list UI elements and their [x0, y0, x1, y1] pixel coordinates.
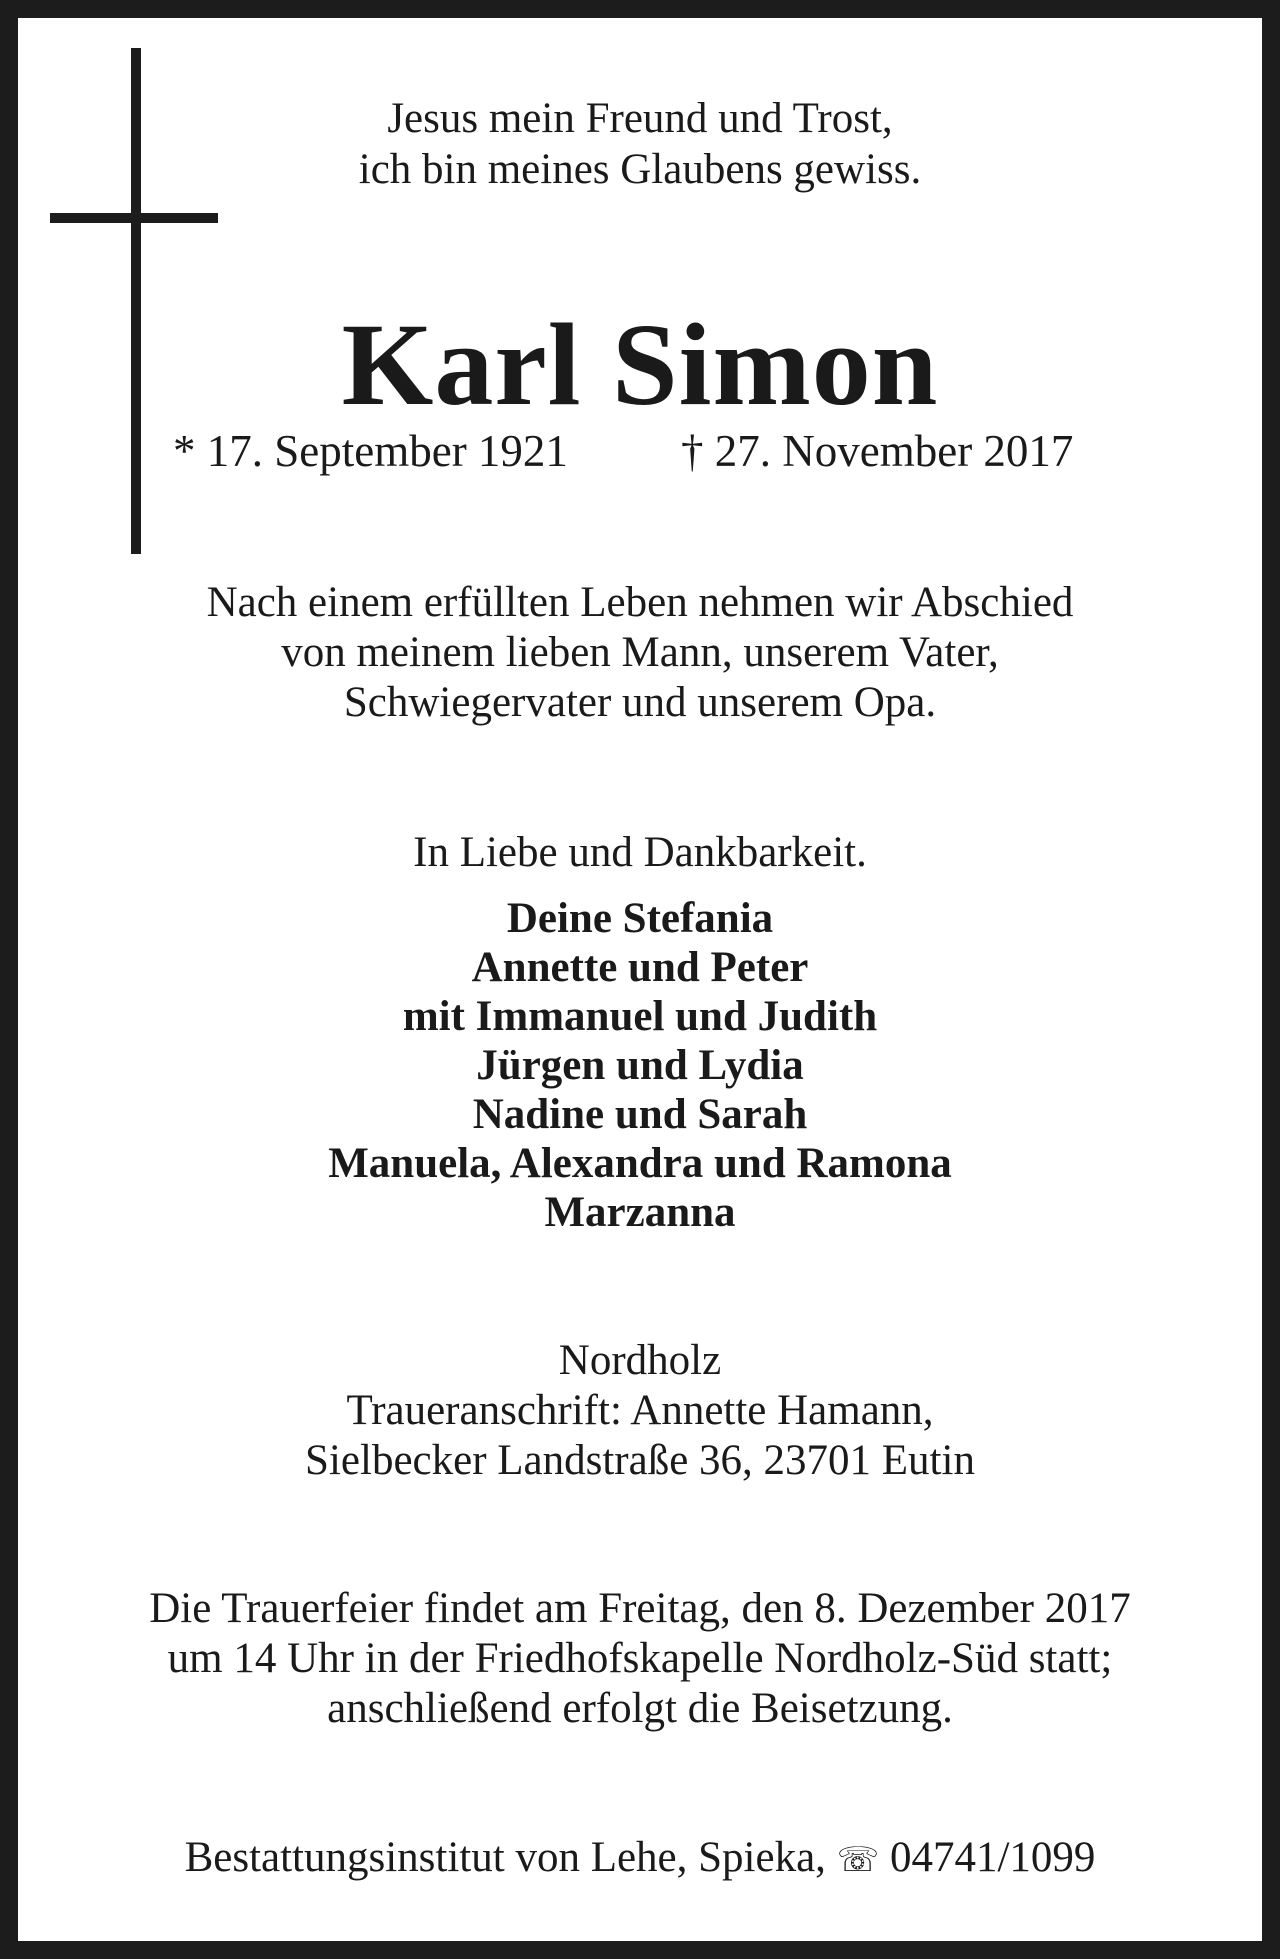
- death-date: † 27. November 2017: [681, 426, 1074, 476]
- address-line: Traueranschrift: Annette Hamann,: [346, 1387, 934, 1434]
- family-names: [18, 894, 1262, 1237]
- verse-line: Jesus mein Freund und Trost,: [387, 95, 893, 142]
- family-line: Jürgen und Lydia: [476, 1042, 804, 1089]
- phone-number: 04741/1099: [889, 1834, 1096, 1881]
- deceased-name: Karl Simon: [341, 299, 939, 430]
- family-line: Deine Stefania: [506, 895, 774, 942]
- gratitude-line: In Liebe und Dankbarkeit.: [413, 829, 867, 876]
- family-line: Annette und Peter: [471, 944, 809, 991]
- family-line: mit Immanuel und Judith: [402, 993, 878, 1040]
- address-line: Nordholz: [558, 1337, 722, 1384]
- cross-horizontal-bar: [50, 213, 218, 223]
- farewell-line: von meinem lieben Mann, unserem Vater,: [281, 629, 999, 676]
- farewell-text: [18, 578, 1262, 728]
- undertaker-name: Bestattungsinstitut von Lehe, Spieka,: [184, 1834, 826, 1881]
- family-line: Nadine und Sarah: [472, 1091, 808, 1138]
- address-line: Sielbecker Landstraße 36, 23701 Eutin: [305, 1437, 975, 1484]
- farewell-line: Schwiegervater und unserem Opa.: [343, 679, 937, 726]
- family-line: Manuela, Alexandra und Ramona: [328, 1140, 952, 1187]
- mourning-address: [18, 1336, 1262, 1486]
- undertaker-footer: [18, 1833, 1262, 1885]
- birth-date: * 17. September 1921: [173, 426, 568, 476]
- verse: [18, 93, 1262, 195]
- family-line: Marzanna: [544, 1189, 736, 1236]
- telephone-icon: ☏: [836, 1840, 880, 1880]
- farewell-line: Nach einem erfüllten Leben nehmen wir Abschied: [206, 579, 1074, 626]
- service-line: Die Trauerfeier findet am Freitag, den 8. Dezember 2017: [149, 1585, 1131, 1632]
- service-line: anschließend erfolgt die Beisetzung.: [327, 1685, 953, 1732]
- verse-line: ich bin meines Glaubens gewiss.: [358, 146, 922, 193]
- funeral-service-info: [18, 1584, 1262, 1734]
- service-line: um 14 Uhr in der Friedhofskapelle Nordholz-Süd statt;: [167, 1635, 1113, 1682]
